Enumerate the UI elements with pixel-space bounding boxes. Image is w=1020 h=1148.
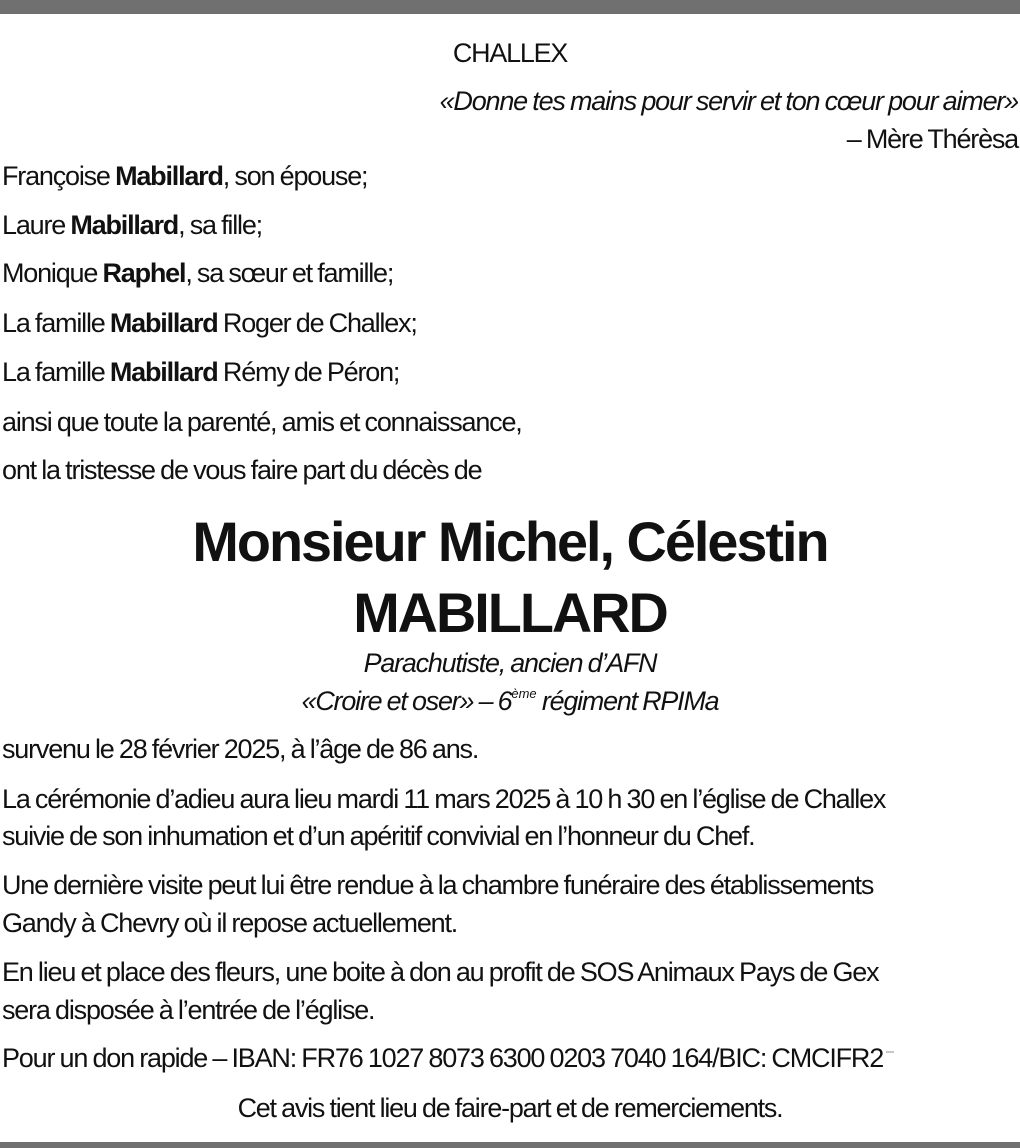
ordinal-suffix: ème xyxy=(511,686,537,701)
family-member-3 xyxy=(2,258,393,289)
family-member-relation: Roger de Challex; xyxy=(217,308,417,338)
visit-line-1: Une dernière visite peut lui être rendue à la chambre funéraire des établissements xyxy=(2,870,874,900)
regiment-text: régiment RPIMa xyxy=(536,686,719,716)
trailing-mark xyxy=(886,1051,894,1053)
motto-text: «Croire et oser» – 6 xyxy=(301,686,512,716)
family-member-first: Françoise xyxy=(2,161,110,191)
deceased-name-line-1: Monsieur Michel, Célestin xyxy=(192,510,828,573)
deceased-subtitle-2 xyxy=(2,686,1018,717)
bottom-border-bar xyxy=(0,1142,1020,1148)
family-member-2 xyxy=(2,210,262,241)
family-member-relation: , sa sœur et famille; xyxy=(185,258,394,288)
intro-line-1: ainsi que toute la parenté, amis et connaissance, xyxy=(2,407,522,437)
family-member-relation: , sa fille; xyxy=(178,210,262,240)
epigraph-quote: «Donne tes mains pour servir et ton cœur pour aimer» xyxy=(439,86,1018,116)
top-border-bar xyxy=(0,0,1020,14)
ceremony-line-1: La cérémonie d’adieu aura lieu mardi 11 mars 2025 à 10 h 30 en l’église de Challex xyxy=(2,784,886,814)
family-member-first: La famille xyxy=(2,357,105,387)
deceased-surname: MABILLARD xyxy=(353,581,667,644)
flowers-line-1: En lieu et place des fleurs, une boite à don au profit de SOS Animaux Pays de Gex xyxy=(2,957,879,987)
family-member-first: La famille xyxy=(2,308,105,338)
family-member-relation: , son épouse; xyxy=(222,161,368,191)
family-member-surname: Mabillard xyxy=(109,308,218,338)
epigraph-author: – Mère Thérèsa xyxy=(846,124,1018,154)
family-member-surname: Mabillard xyxy=(70,210,179,240)
intro-line-2: ont la tristesse de vous faire part du décès de xyxy=(2,455,482,485)
deceased-subtitle-1: Parachutiste, ancien d’AFN xyxy=(363,648,657,678)
family-member-5 xyxy=(2,357,399,388)
family-member-surname: Mabillard xyxy=(109,357,218,387)
family-member-first: Laure xyxy=(2,210,66,240)
donation-text: Pour un don rapide – IBAN: FR76 1027 8073 6300 0203 7040 164/BIC: CMCIFR2 xyxy=(2,1043,884,1073)
family-member-first: Monique xyxy=(2,258,98,288)
family-member-relation: Rémy de Péron; xyxy=(217,357,400,387)
closing-line: Cet avis tient lieu de faire-part et de remerciements. xyxy=(237,1093,783,1123)
flowers-line-2: sera disposée à l’entrée de l’église. xyxy=(2,995,375,1025)
ceremony-line-2: suivie de son inhumation et d’un apéritif convivial en l’honneur du Chef. xyxy=(2,821,755,851)
donation-line xyxy=(2,1043,894,1074)
family-member-1 xyxy=(2,161,367,192)
family-member-surname: Raphel xyxy=(102,258,186,288)
family-member-surname: Mabillard xyxy=(115,161,223,191)
family-member-4 xyxy=(2,308,417,339)
death-announcement: survenu le 28 février 2025, à l’âge de 86 ans. xyxy=(2,734,479,764)
town-heading: CHALLEX xyxy=(452,38,568,68)
visit-line-2: Gandy à Chevry où il repose actuellement. xyxy=(2,908,458,938)
